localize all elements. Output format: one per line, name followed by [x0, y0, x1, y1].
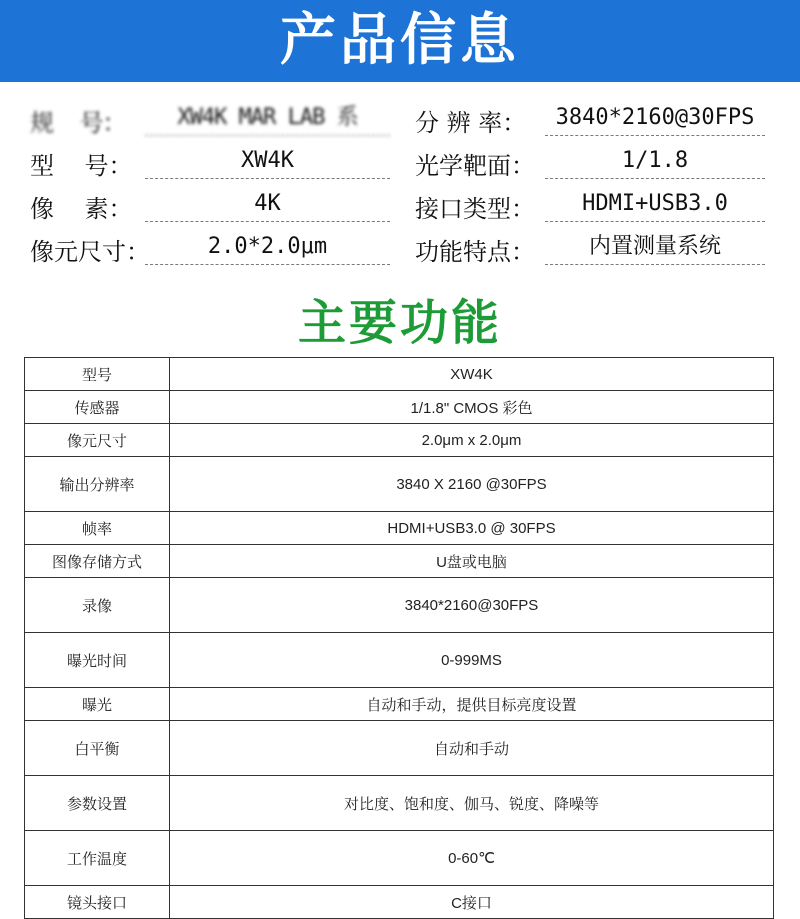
row-value: 自动和手动 — [170, 721, 774, 776]
row-value: 自动和手动，提供目标亮度设置 — [170, 688, 774, 721]
spec-value: XW4K — [145, 146, 390, 179]
spec-label: 型 号： — [30, 152, 133, 180]
row-value: 2.0μm x 2.0μm — [170, 424, 774, 457]
row-value: XW4K — [170, 358, 774, 391]
table-row — [25, 424, 774, 457]
table-row — [25, 578, 774, 633]
table-row — [25, 545, 774, 578]
row-value: HDMI+USB3.0 @ 30FPS — [170, 512, 774, 545]
row-key: 输出分辨率 — [25, 457, 170, 512]
row-key: 曝光时间 — [25, 633, 170, 688]
table-row — [25, 688, 774, 721]
table-row — [25, 358, 774, 391]
spec-value: 内置测量系统 — [545, 232, 765, 265]
row-key: 镜头接口 — [25, 886, 170, 919]
table-row — [25, 457, 774, 512]
page-title: 产品信息 — [280, 8, 520, 73]
row-value: 1/1.8" CMOS 彩色 — [170, 391, 774, 424]
row-value: 对比度、饱和度、伽马、锐度、降噪等 — [170, 776, 774, 831]
spec-label: 分 辨 率： — [415, 109, 527, 137]
spec-value: 1/1.8 — [545, 146, 765, 179]
table-row — [25, 391, 774, 424]
row-key: 型号 — [25, 358, 170, 391]
spec-value: HDMI+USB3.0 — [545, 189, 765, 222]
spec-label: 光学靶面： — [415, 152, 535, 180]
table-row — [25, 721, 774, 776]
spec-label: 功能特点： — [415, 238, 535, 266]
row-key: 传感器 — [25, 391, 170, 424]
row-value: 3840 X 2160 @30FPS — [170, 457, 774, 512]
row-key: 像元尺寸 — [25, 424, 170, 457]
row-value: C接口 — [170, 886, 774, 919]
spec-value: 2.0*2.0μm — [145, 232, 390, 265]
spec-block — [0, 95, 800, 275]
spec-value: XW4K MAR LAB 系 — [145, 103, 390, 136]
table-row — [25, 886, 774, 919]
row-key: 帧率 — [25, 512, 170, 545]
row-value: 0-999MS — [170, 633, 774, 688]
row-value: U盘或电脑 — [170, 545, 774, 578]
spec-label: 规 号： — [30, 109, 126, 137]
table-row — [25, 776, 774, 831]
table-row — [25, 633, 774, 688]
section-title: 主要功能 — [297, 295, 502, 351]
table-row — [25, 831, 774, 886]
row-key: 工作温度 — [25, 831, 170, 886]
row-key: 图像存储方式 — [25, 545, 170, 578]
spec-label: 像元尺寸： — [30, 238, 150, 266]
row-key: 白平衡 — [25, 721, 170, 776]
features-table — [24, 357, 774, 919]
row-key: 曝光 — [25, 688, 170, 721]
row-key: 参数设置 — [25, 776, 170, 831]
spec-value: 3840*2160@30FPS — [545, 103, 765, 136]
row-value: 3840*2160@30FPS — [170, 578, 774, 633]
table-row — [25, 512, 774, 545]
spec-value: 4K — [145, 189, 390, 222]
row-key: 录像 — [25, 578, 170, 633]
row-value: 0-60℃ — [170, 831, 774, 886]
spec-label: 接口类型： — [415, 195, 535, 223]
spec-label: 像 素： — [30, 195, 133, 223]
header-banner — [0, 0, 800, 82]
